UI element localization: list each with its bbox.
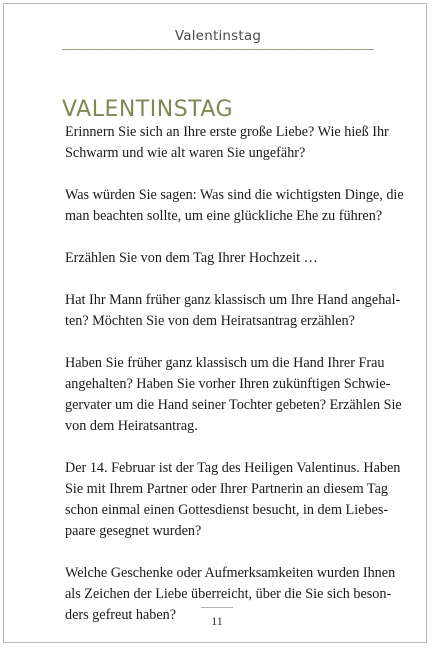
text-line: Hat Ihr Mann früher ganz klassisch um Ihre Hand angehal- <box>65 292 401 308</box>
paragraph <box>65 185 404 227</box>
page-number: 11 <box>211 614 223 628</box>
text-line: schon einmal einen Gottesdienst besucht, in dem Liebes- <box>65 502 389 518</box>
body-text <box>65 122 404 647</box>
text-line: von dem Heiratsantrag. <box>65 418 198 434</box>
running-head: Valentinstag <box>174 28 262 44</box>
text-line: paare gesegnet wurden? <box>65 523 202 539</box>
text-line: angehalten? Haben Sie vorher Ihren zukünftigen Schwie- <box>65 376 391 392</box>
text-line: Haben Sie früher ganz klassisch um die Hand Ihrer Frau <box>65 355 385 371</box>
book-page <box>3 3 427 643</box>
footer-rule <box>201 607 233 608</box>
paragraph <box>65 290 401 332</box>
text-line: Erzählen Sie von dem Tag Ihrer Hochzeit … <box>65 250 318 266</box>
text-line: man beachten sollte, um eine glückliche Ehe zu führen? <box>65 208 383 224</box>
text-line: Der 14. Februar ist der Tag des Heiligen Valentinus. Haben <box>65 460 401 476</box>
paragraph <box>65 353 402 437</box>
text-line: ten? Möchten Sie von dem Heiratsantrag erzählen? <box>65 313 355 329</box>
paragraph <box>65 458 401 542</box>
text-line: ders gefreut haben? <box>65 607 177 623</box>
text-line: Sie mit Ihrem Partner oder Ihrer Partnerin an diesem Tag <box>65 481 388 497</box>
text-line: Erinnern Sie sich an Ihre erste große Liebe? Wie hieß Ihr <box>65 124 389 140</box>
paragraph <box>65 122 389 164</box>
header-rule <box>62 49 374 50</box>
text-line: gervater um die Hand seiner Tochter gebeten? Erzählen Sie <box>65 397 402 413</box>
paragraph <box>65 248 377 269</box>
text-line: Welche Geschenke oder Aufmerksamkeiten wurden Ihnen <box>65 565 396 581</box>
chapter-title: VALENTINSTAG <box>62 96 234 122</box>
text-line: als Zeichen der Liebe überreicht, über die Sie sich beson- <box>65 586 392 602</box>
text-line: Schwarm und wie alt waren Sie ungefähr? <box>65 145 306 161</box>
text-line: Was würden Sie sagen: Was sind die wichtigsten Dinge, die <box>65 187 404 203</box>
